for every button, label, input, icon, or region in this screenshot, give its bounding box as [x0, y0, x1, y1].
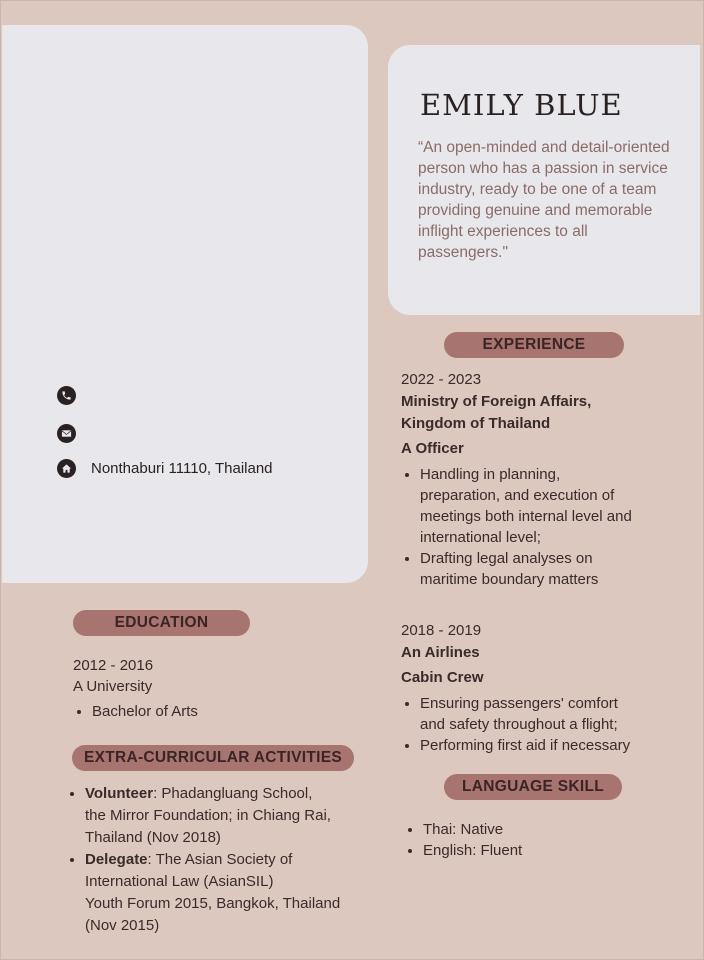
job-duty: • Performing first aid if necessary	[420, 735, 691, 756]
activity-item: • Delegate: The Asian Society of International Law (AsianSIL) Youth Forum 2015, Bangkok, Thailand (Nov 2015)	[85, 849, 366, 937]
email-icon	[57, 424, 76, 443]
activity-item: • Volunteer: Phadangluang School, the Mirror Foundation; in Chiang Rai, Thailand (Nov 2018)	[85, 783, 366, 849]
job-organization: An Airlines	[401, 644, 480, 661]
job-organization: Ministry of Foreign Affairs, Kingdom of Thailand	[401, 393, 592, 432]
job-title: Cabin Crew	[401, 669, 484, 686]
summary-text: “An open-minded and detail-oriented person who has a passion in service industry, ready to be one of a team providing genuine and memorable inflight experiences to all passengers."	[418, 139, 670, 261]
address-text: Nonthaburi 11110, Thailand	[91, 460, 273, 477]
experience-job	[401, 369, 691, 590]
language-section	[404, 819, 684, 861]
job-duty: • Ensuring passengers' comfort and safety throughout a flight;	[420, 693, 691, 735]
job-years: 2018 - 2019	[401, 622, 482, 639]
contact-phone	[57, 386, 76, 405]
activity-role: Volunteer	[85, 785, 154, 802]
language-heading: LANGUAGE SKILL	[444, 774, 622, 800]
job-duty: • Drafting legal analyses on maritime boundary matters	[420, 548, 691, 590]
language-item: • English: Fluent	[423, 840, 684, 861]
photo-panel	[2, 25, 368, 583]
education-section	[73, 655, 353, 722]
experience-job	[401, 620, 691, 756]
candidate-name: EMILY BLUE	[420, 88, 623, 122]
activities-heading: EXTRA-CURRICULAR ACTIVITIES	[72, 745, 354, 771]
education-degree: • Bachelor of Arts	[92, 701, 353, 722]
language-item: • Thai: Native	[423, 819, 684, 840]
contact-email	[57, 424, 76, 443]
experience-heading: EXPERIENCE	[444, 332, 624, 358]
education-school: A University	[73, 678, 153, 695]
phone-icon	[57, 386, 76, 405]
education-years: 2012 - 2016	[73, 657, 154, 674]
home-icon	[57, 459, 76, 478]
job-years: 2022 - 2023	[401, 371, 482, 388]
job-duty: • Handling in planning, preparation, and execution of meetings both internal level and international level;	[420, 464, 691, 548]
activities-section	[66, 783, 366, 937]
contact-address	[57, 459, 273, 478]
education-heading: EDUCATION	[73, 610, 250, 636]
job-title: A Officer	[401, 440, 464, 457]
activity-role: Delegate	[85, 851, 148, 868]
